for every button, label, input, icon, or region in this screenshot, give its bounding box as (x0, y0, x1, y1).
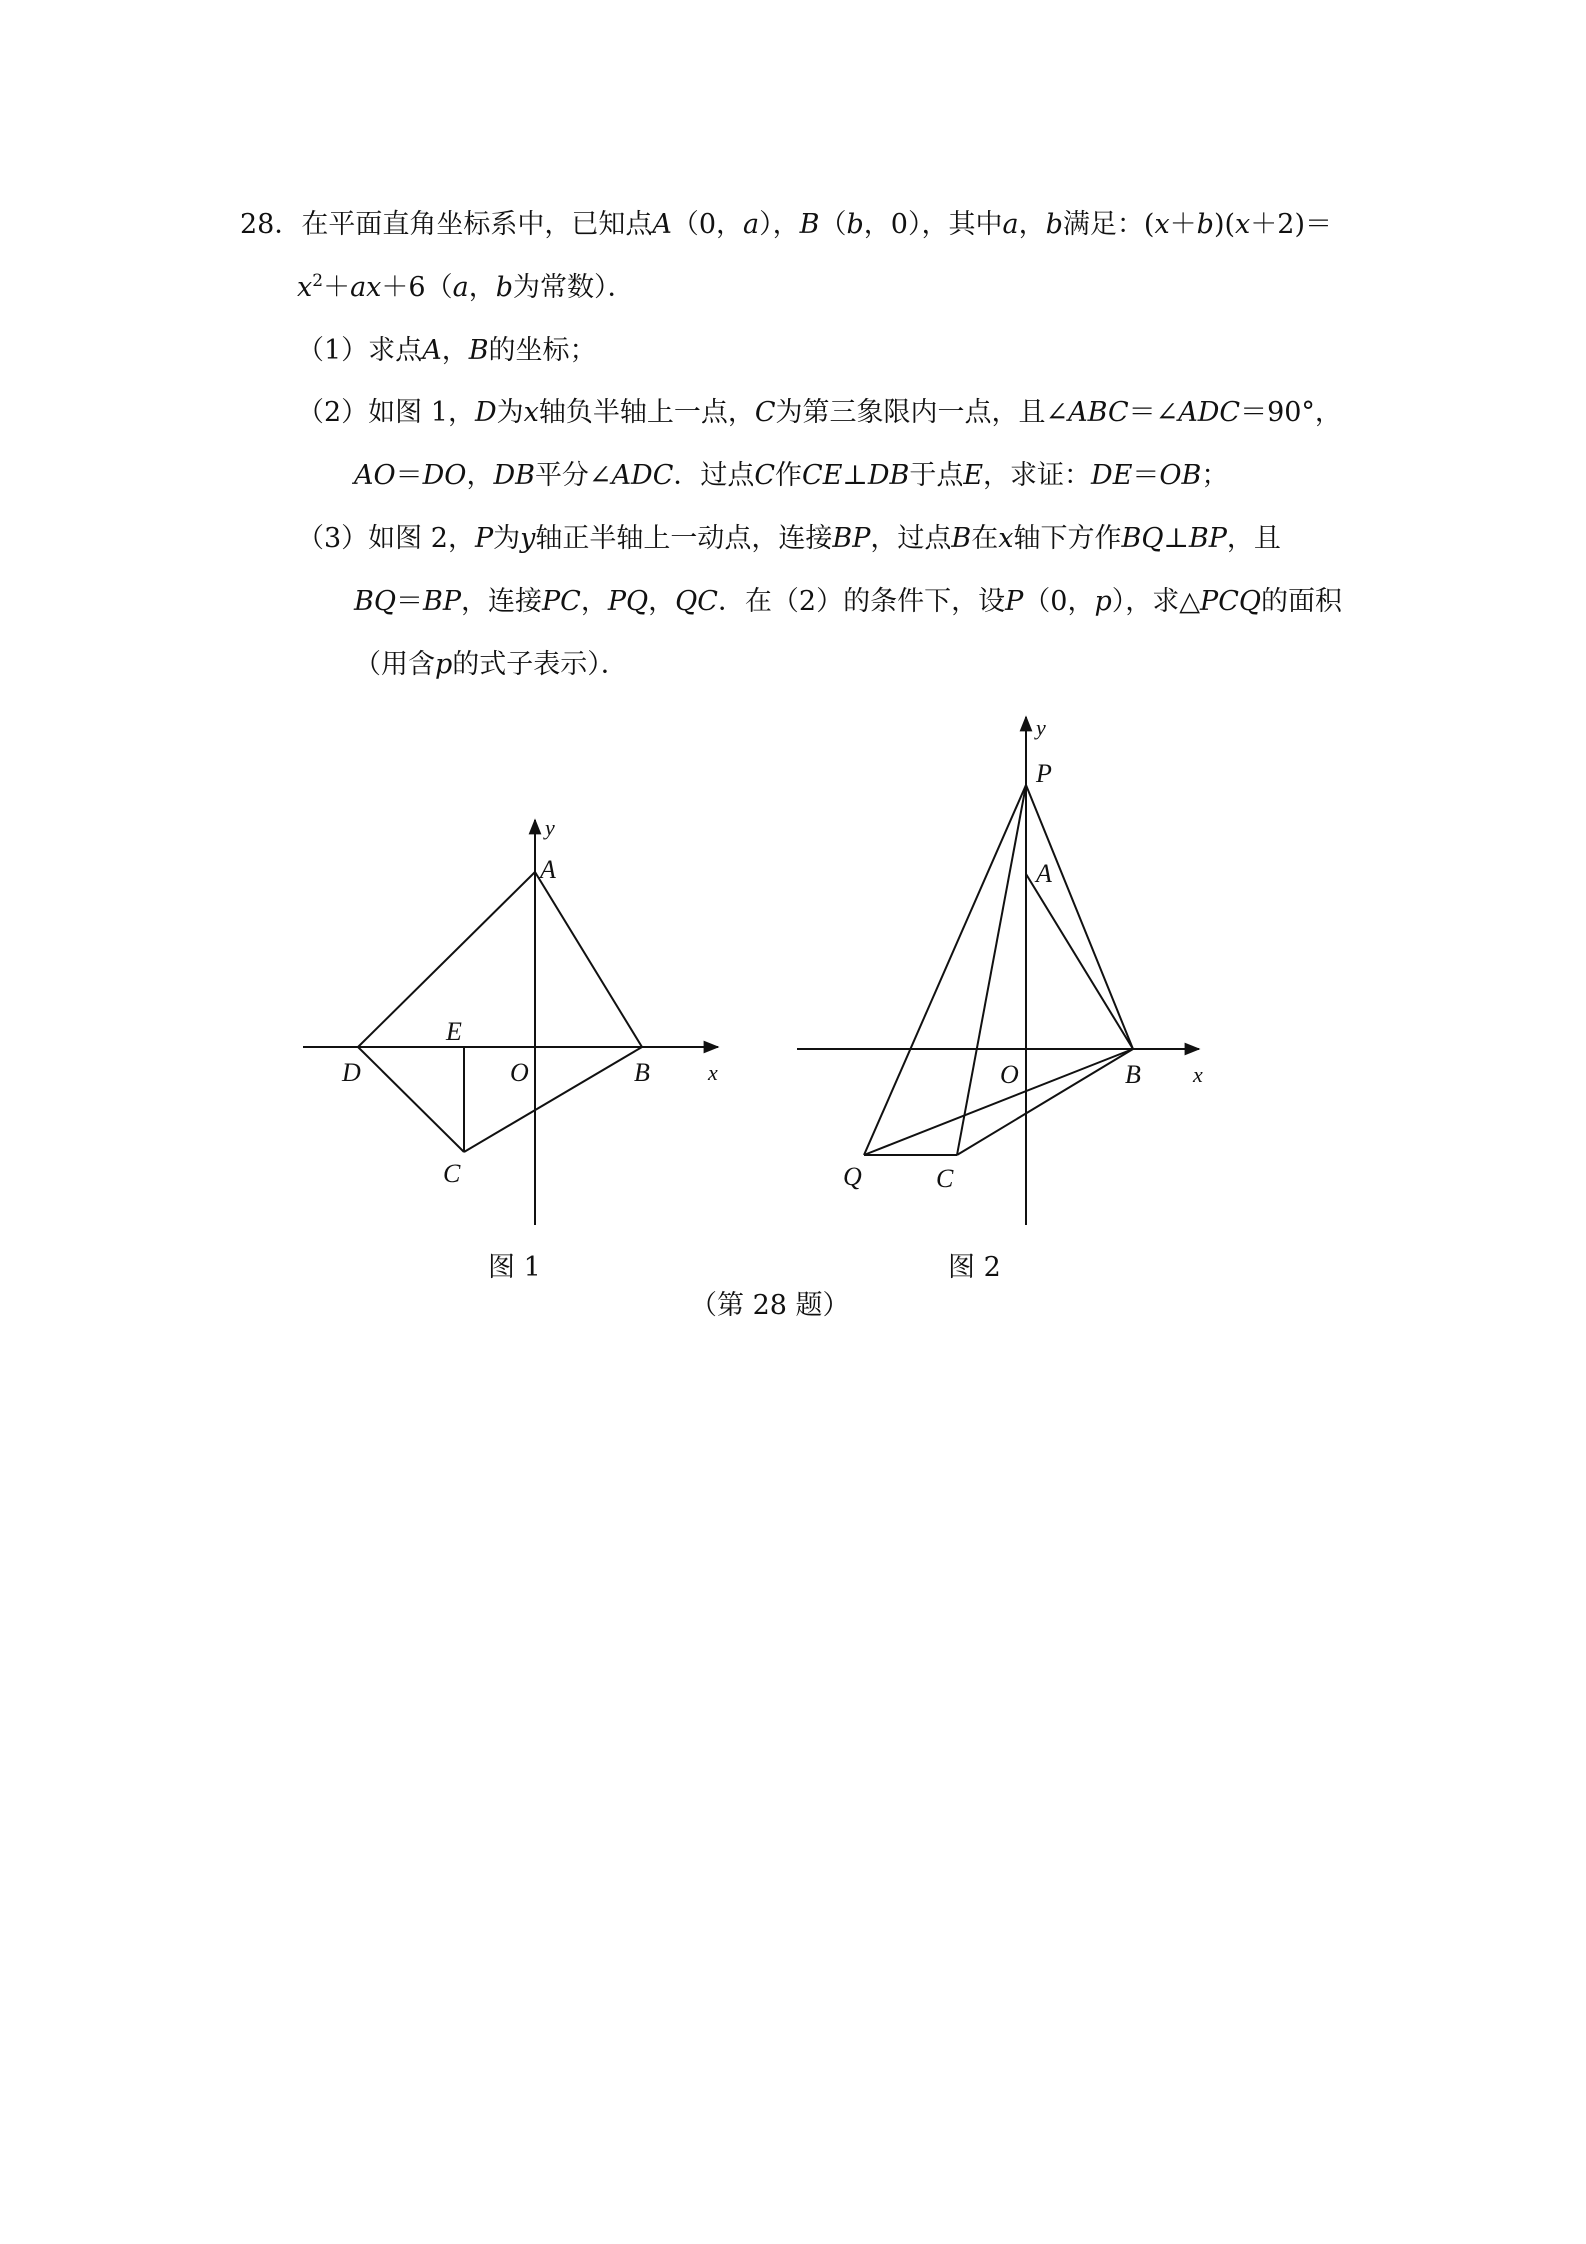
fig1-label-x: x (708, 1060, 718, 1085)
fig2-label-q: Q (843, 1162, 862, 1191)
fig1-label-o: O (510, 1058, 529, 1087)
fig2-segment-ab (1026, 874, 1133, 1049)
problem-line-2: $x^2+ax+6(a$，b为常数）． (297, 271, 635, 303)
fig2-label-b: B (1125, 1060, 1141, 1089)
fig1-segment-ab (535, 872, 642, 1047)
figure-1-labels (341, 815, 718, 1188)
question-caption: （第 28 题） (690, 1290, 850, 1321)
fig1-segment-dc (358, 1047, 464, 1152)
fig2-label-x: x (1193, 1062, 1203, 1087)
part-1: （1）求点A，B的坐标； (297, 335, 597, 366)
figure-2 (797, 717, 1199, 1225)
part-3-line-2: BQ＝BP，连接PC，PQ，QC．在（2）的条件下，设P（0，p），求△PCQ的面积 (354, 586, 1343, 617)
part-3-line-3: （用含p的式子表示）． (354, 649, 628, 680)
fig2-label-a: A (1036, 859, 1052, 888)
problem-number: 28． (240, 209, 302, 240)
figure-2-labels (843, 715, 1203, 1193)
fig2-label-c: C (936, 1164, 954, 1193)
fig1-label-e: E (446, 1017, 462, 1046)
part-2-line-2: AO＝DO，DB平分∠ADC．过点C作CE⊥DB于点E，求证：DE＝OB； (354, 460, 1229, 491)
fig2-label-p: P (1036, 759, 1052, 788)
fig2-segment-pc (957, 785, 1026, 1155)
fig1-label-d: D (342, 1058, 361, 1087)
figure-1-caption: 图 1 (488, 1252, 541, 1283)
fig1-label-b: B (634, 1058, 650, 1087)
fig1-label-a: A (540, 855, 556, 884)
fig2-label-y: y (1036, 715, 1046, 740)
fig1-label-y: y (545, 815, 555, 840)
figure-2-caption: 图 2 (948, 1252, 1001, 1283)
fig1-segment-cb (464, 1047, 642, 1152)
part-3-line-1: （3）如图 2，P为y轴正半轴上一动点，连接BP，过点B在x轴下方作BQ⊥BP，且 (297, 523, 1281, 554)
figure-1 (303, 820, 718, 1225)
problem-line-1: 28．在平面直角坐标系中，已知点A（0，a），B（b，0），其中a，b满足：(x＋b)(x＋2)＝ (240, 209, 1332, 240)
fig2-segment-pb (1026, 785, 1133, 1049)
fig2-label-o: O (1000, 1060, 1019, 1089)
part-2-line-1: （2）如图 1，D为x轴负半轴上一点，C为第三象限内一点，且∠ABC＝∠ADC＝90°， (297, 397, 1342, 428)
fig2-segment-pq (864, 785, 1026, 1155)
fig1-label-c: C (443, 1159, 461, 1188)
fig2-segment-cb (957, 1049, 1133, 1155)
